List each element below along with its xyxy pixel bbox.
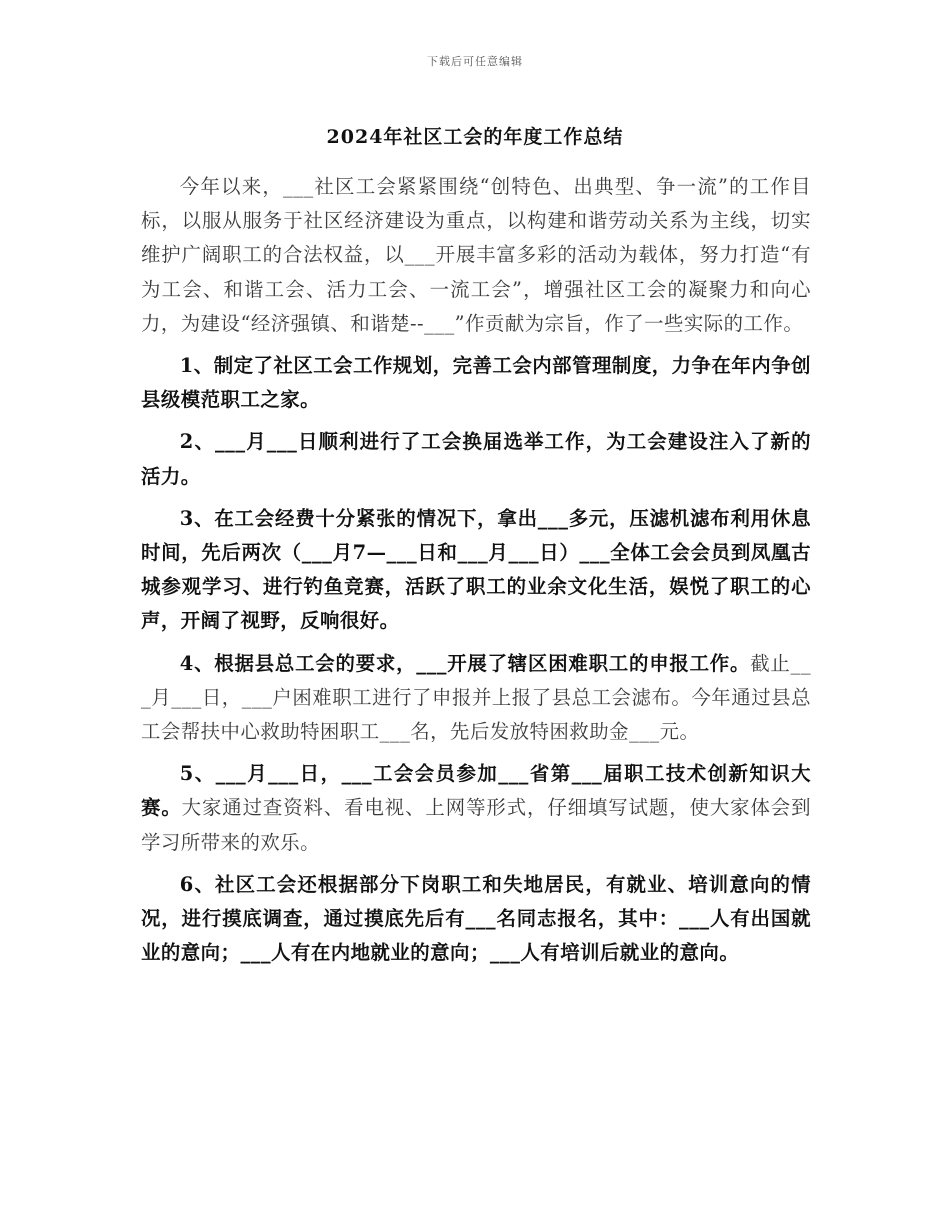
document-body [141, 170, 811, 978]
item-5-paragraph [141, 757, 811, 860]
item-1-paragraph: 1、制定了社区工会工作规划，完善工会内部管理制度，力争在年内争创县级模范职工之家。 [141, 354, 811, 412]
document-title: 2024年社区工会的年度工作总结 [326, 126, 624, 148]
item-5-light-text: 大家通过查资料、看电视、上网等形式，仔细填写试题，使大家体会到学习所带来的欢乐。 [141, 796, 812, 854]
item-6-paragraph: 6、社区工会还根据部分下岗职工和失地居民，有就业、培训意向的情况，进行摸底调查，通过摸底先后有___名同志报名，其中：___人有出国就业的意向；___人有在内地就业的意向；___人有培训后就业的意向。 [141, 872, 811, 965]
item-2-paragraph: 2、___月___日顺利进行了工会换届选举工作，为工会建设注入了新的活力。 [141, 430, 811, 488]
item-4-paragraph [141, 647, 811, 750]
item-5-bold-text: 5、___月___日，___工会会员参加___省第___届职工技术创新知识大赛。 [141, 762, 811, 820]
item-4-light-text: 截止___月___日，___户困难职工进行了申报并上报了县总工会滤布。今年通过县总工会帮扶中心救助特困职工___名，先后发放特困救助金___元。 [141, 651, 812, 744]
item-4-bold-text: 4、根据县总工会的要求，___开展了辖区困难职工的申报工作。 [179, 651, 751, 675]
intro-paragraph: 今年以来，___社区工会紧紧围绕“创特色、出典型、争一流”的工作目标，以服从服务于社区经济建设为重点，以构建和谐劳动关系为主线，切实维护广阔职工的合法权益，以___开展丰富多彩的活动为载体，努力打造“有为工会、和谐工会、活力工会、一流工会”，增强社区工会的凝聚力和向心力，为建设“经济强镇、和谐楚--___”作贡献为宗旨，作了一些实际的工作。 [141, 175, 811, 335]
header-note: 下载后可任意编辑 [427, 55, 523, 68]
item-3-paragraph: 3、在工会经费十分紧张的情况下，拿出___多元，压滤机滤布利用休息时间，先后两次（___月7—___日和___月___日）___全体工会会员到凤凰古城参观学习、进行钓鱼竞赛，活跃了职工的业余文化生活，娱悦了职工的心声，开阔了视野，反响很好。 [141, 506, 811, 633]
